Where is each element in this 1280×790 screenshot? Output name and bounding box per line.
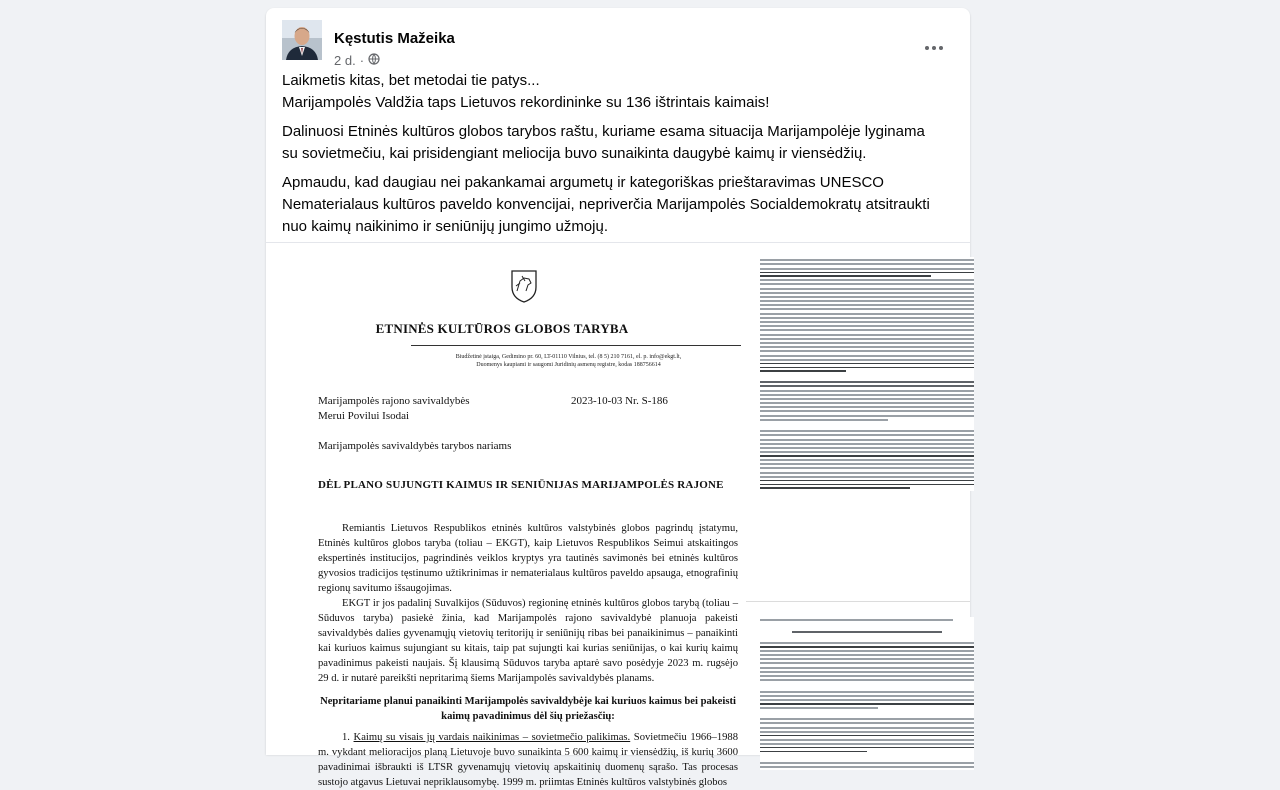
author-name[interactable]: Kęstutis Mažeika xyxy=(334,30,455,47)
post-text xyxy=(282,70,958,245)
letter-body xyxy=(318,521,738,790)
recipient-line-3: Marijampolės savivaldybės tarybos nariams xyxy=(318,440,512,452)
letter-page-1 xyxy=(266,243,739,788)
recipient-line-1: Marijampolės rajono savivaldybės xyxy=(318,395,470,407)
post-paragraph-3: Apmaudu, kad daugiau nei pakankamai argumetų ir kategoriškas prieštaravimas UNESCO Nematerialaus kultūros paveldo konvencijai, nepriverčia Marijampolės Socialdemokratų atsitraukti nuo kaimų naikinimo ir seniūnijų jungimo užmojų. xyxy=(282,174,930,235)
org-info-line-2: Duomenys kaupiami ir saugomi Juridinių asmenų registre, kodas 188756614 xyxy=(476,362,661,368)
letter-paragraph-2: EKGT ir jos padalinį Suvalkijos (Sūduvos) regioninę etninės kultūros globos tarybą (toliau – Sūduvos taryba) pasiekė žinia, kad Marijampolės rajono savivaldybė planuoja pakeisti savivaldybės dalies gyvenamųjų vietovių teritorijų ir seniūnijų ribas bei panaikinimus – panaikinti kai kuriuos kaimus sujungiant su kitais, taip pat sujungti kai kurias seniūnijas, o kai kurių kaimų pavadinimus pakeisti naujais. Šį klausimą Sūduvos taryba aptarė savo posėdyje 2023 m. rugsėjo 29 d. ir nutarė pareikšti nepritarimą šiems Marijampolės savivaldybės planams. xyxy=(318,598,738,684)
coat-of-arms-icon xyxy=(510,269,538,303)
post-paragraph-2: Dalinuosi Etninės kultūros globos tarybos raštu, kuriame esama situacija Marijampolėje lyginama su sovietmečiu, kai prisidengiant meliocija buvo sunaikinta daugybė kaimų ir viensėdžių. xyxy=(282,123,925,162)
globe-icon xyxy=(368,53,380,68)
letter-page-2 xyxy=(760,257,974,491)
organization-name: ETNINĖS KULTŪROS GLOBOS TARYBA xyxy=(375,321,629,336)
recipient-line-2: Merui Povilui Isodai xyxy=(318,410,410,422)
author-avatar[interactable] xyxy=(282,20,322,60)
letter-point-1: 1. Kaimų su visais jų vardais naikinimas – sovietmečio palikimas. Sovietmečiu 1966–1988 m. vykdant melioracijos planą Lietuvoje buvo sunaikinta 5 600 kaimų ir viensėdžių, iš kurių 3600 pavadinimai išbraukti iš LTSR gyvenamųjų vietovių apskaitinių duomenų sąrašo. Tas procesas sustojo atgavus Lietuvai nepriklausomybę. 1999 m. priimtas Etninės kultūros valstybinės globos xyxy=(318,732,739,788)
letter-pages-preview xyxy=(746,243,970,755)
date-number: 2023-10-03 Nr. S-186 xyxy=(571,395,668,407)
more-options-icon[interactable] xyxy=(916,30,952,66)
post-meta: 2 d. · xyxy=(334,53,380,68)
org-info-line-1: Biudžetinė įstaiga, Gedimino pr. 60, LT-01110 Vilnius, tel. (8 5) 210 7161, el. p. info@ekgt.lt, xyxy=(455,354,682,360)
letter-paragraph-1: Remiantis Lietuvos Respublikos etninės kultūros valstybinės globos pagrindų įstatymu, Etninės kultūros globos taryba (toliau – EKGT), kaip Lietuvos Respublikos Seimui atskaitingos ekspertinės institucijos, pagrindinės veiklos kryptys yra tautinės savimonės bei etninės kultūros gyvosios tradicijos tęstinumo užtikrinimas ir nematerialaus kultūros paveldo apsauga, etnografinių regionų savitumo išsaugojimas. xyxy=(318,523,738,594)
post-paragraph-1: Laikmetis kitas, bet metodai tie patys... Marijampolės Valdžia taps Lietuvos rekordininke su 136 ištrintais kaimais! xyxy=(282,72,770,111)
letter-heading: Nepritariame planui panaikinti Marijampolės savivaldybėje kai kuriuos kaimus bei pakeisti kaimų pavadinimus dėl šių priežasčių: xyxy=(320,696,736,722)
post-time[interactable]: 2 d. xyxy=(334,53,356,68)
letter-page-3 xyxy=(760,617,974,770)
facebook-post xyxy=(266,8,970,788)
header-rule xyxy=(411,345,741,346)
post-image[interactable] xyxy=(266,242,970,788)
page-separator xyxy=(746,601,970,602)
letter-title: DĖL PLANO SUJUNGTI KAIMUS IR SENIŪNIJAS MARIJAMPOLĖS RAJONE xyxy=(318,479,724,491)
post-header xyxy=(282,20,954,68)
